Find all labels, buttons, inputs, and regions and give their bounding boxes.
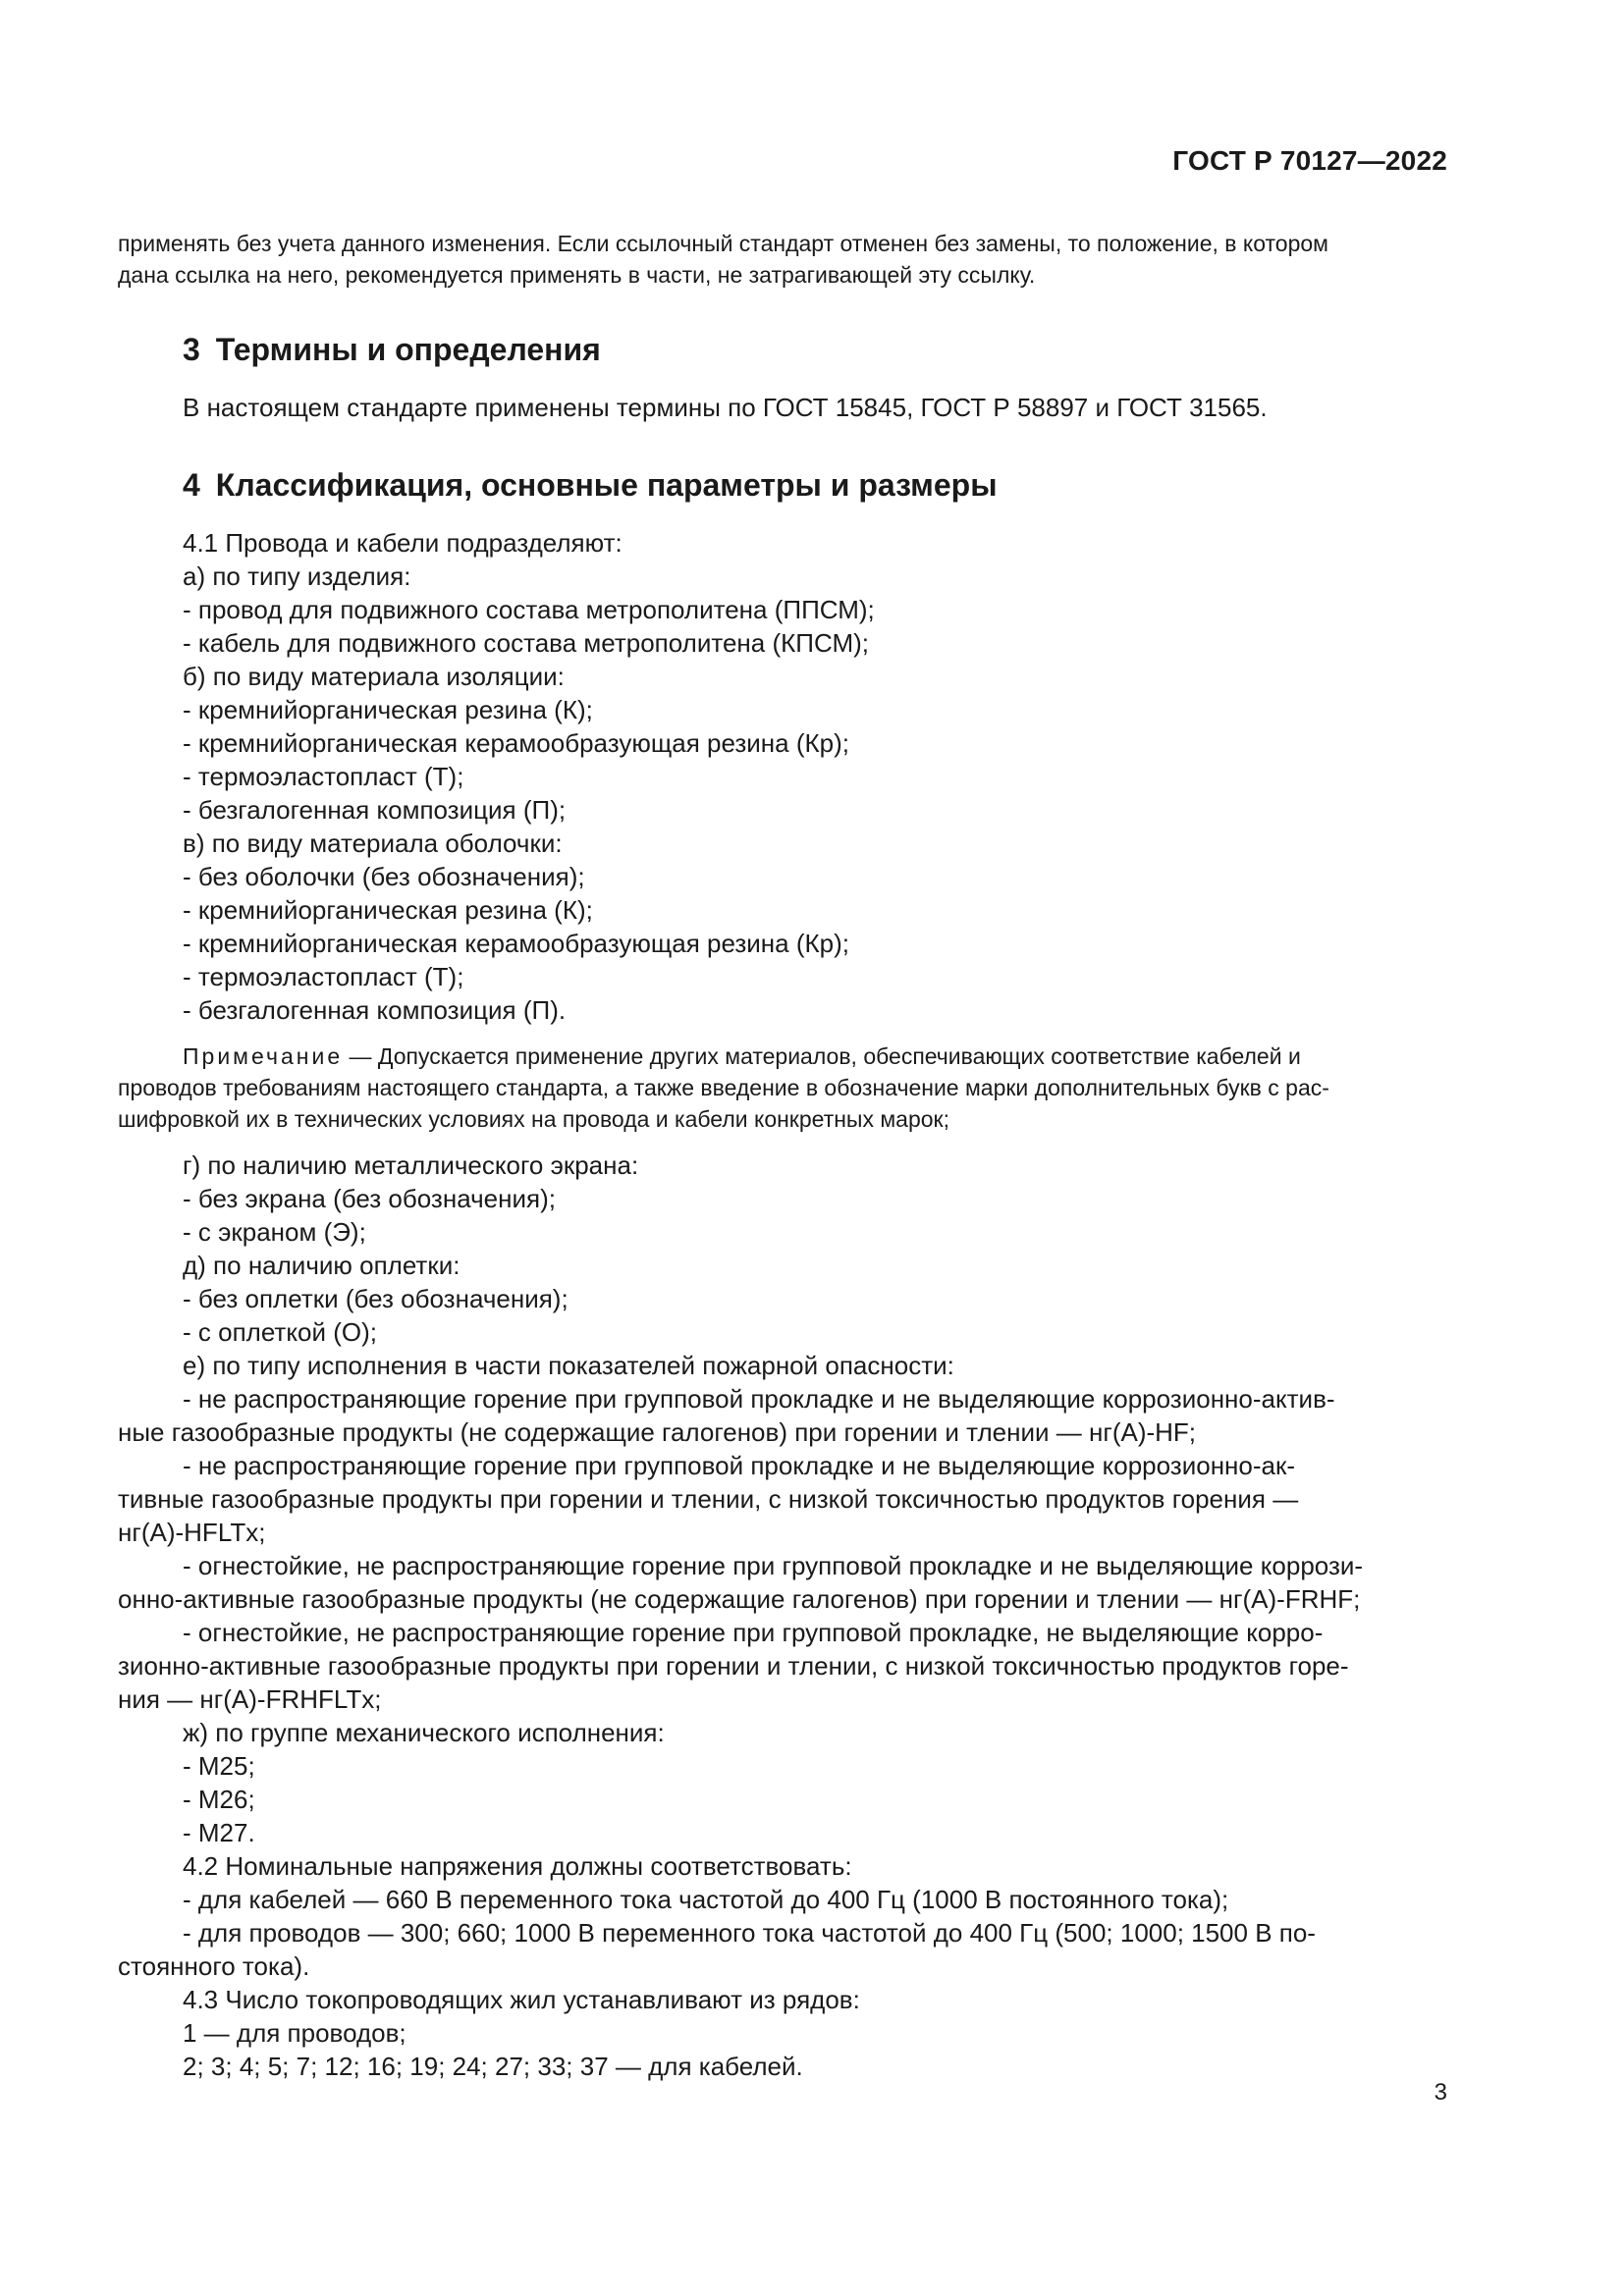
fire-item-line: тивные газообразные продукты при горении и тлении, с низкой токсичностью продуктов горения — xyxy=(118,1484,1299,1514)
list-item: - для кабелей — 660 В переменного тока частотой до 400 Гц (1000 В постоянного тока); xyxy=(183,1885,1229,1914)
list-item: б) по виду материала изоляции: xyxy=(183,662,565,691)
note-label: Примечание xyxy=(183,1043,344,1069)
section-3-heading xyxy=(183,332,601,368)
list-item: - М26; xyxy=(183,1785,255,1814)
page-number: 3 xyxy=(1434,2079,1447,2106)
list-item: - с экраном (Э); xyxy=(183,1217,366,1247)
list-item: - без оплетки (без обозначения); xyxy=(183,1284,568,1313)
list-item: - безгалогенная композиция (П); xyxy=(183,795,567,825)
section-4-heading xyxy=(183,467,998,504)
note-block xyxy=(118,1041,1447,1135)
intro-line-1: применять без учета данного изменения. Если ссылочный стандарт отменен без замены, то положение, в котором xyxy=(118,231,1328,256)
list-item: а) по типу изделия: xyxy=(183,561,411,591)
list-item: ж) по группе механического исполнения: xyxy=(183,1718,665,1747)
fire-item-hf xyxy=(118,1382,1447,1449)
list-item: 4.3 Число токопроводящих жил устанавливают из рядов: xyxy=(183,1985,860,2014)
list-item: 4.2 Номинальные напряжения должны соответствовать: xyxy=(183,1851,852,1881)
section-4-number: 4 xyxy=(183,467,200,503)
fire-item-frhfltx xyxy=(118,1616,1447,1716)
section-3-title: Термины и определения xyxy=(215,332,601,367)
list-item: - с оплеткой (О); xyxy=(183,1317,377,1347)
list-item: - кремнийорганическая керамообразующая резина (Кр); xyxy=(183,929,849,958)
classification-list-c xyxy=(118,1716,1447,1916)
list-item: в) по виду материала оболочки: xyxy=(183,828,563,858)
list-item: д) по наличию оплетки: xyxy=(183,1251,460,1280)
list-item: е) по типу исполнения в части показателей пожарной опасности: xyxy=(183,1351,954,1380)
section-3-text: В настоящем стандарте применены термины по ГОСТ 15845, ГОСТ Р 58897 и ГОСТ 31565. xyxy=(183,393,1268,422)
note-line-1 xyxy=(118,1041,1447,1072)
list-item: 4.1 Провода и кабели подразделяют: xyxy=(183,528,623,558)
note-text-1: — Допускается применение других материалов, обеспечивающих соответствие кабелей и xyxy=(349,1043,1301,1069)
note-line-3: шифровкой их в технических условиях на провода и кабели конкретных марок; xyxy=(118,1106,949,1132)
list-item: - кремнийорганическая резина (К); xyxy=(183,895,593,925)
fire-safety-items xyxy=(118,1382,1447,1716)
list-item: - кремнийорганическая керамообразующая резина (Кр); xyxy=(183,728,849,758)
classification-list-a xyxy=(118,526,1447,1027)
fire-item-line: - огнестойкие, не распространяющие горение при групповой прокладке и не выделяющие коррози- xyxy=(183,1551,1364,1580)
list-item: - М25; xyxy=(183,1751,255,1781)
section-3-text-block xyxy=(118,391,1447,424)
list-item: - кремнийорганическая резина (К); xyxy=(183,695,593,724)
fire-item-line: ные газообразные продукты (не содержащие галогенов) при горении и тлении — нг(А)-HF; xyxy=(118,1417,1197,1447)
voltage-wires-line-1: - для проводов — 300; 660; 1000 В переменного тока частотой до 400 Гц (500; 1000; 1500 В по- xyxy=(183,1918,1316,1948)
list-item: - без экрана (без обозначения); xyxy=(183,1184,556,1213)
list-item: 1 — для проводов; xyxy=(183,2018,406,2048)
intro-paragraph xyxy=(118,228,1447,291)
standard-code-header: ГОСТ Р 70127—2022 xyxy=(1172,145,1447,176)
list-item: - безгалогенная композиция (П). xyxy=(183,995,567,1025)
fire-item-line: - не распространяющие горение при групповой прокладке и не выделяющие коррозионно-ак- xyxy=(183,1451,1296,1480)
fire-item-frhf xyxy=(118,1549,1447,1616)
fire-item-line: - не распространяющие горение при групповой прокладке и не выделяющие коррозионно-актив- xyxy=(183,1384,1335,1414)
list-item: - без оболочки (без обозначения); xyxy=(183,862,585,891)
classification-list-d xyxy=(118,1983,1447,2083)
intro-line-2: дана ссылка на него, рекомендуется применять в части, не затрагивающей эту ссылку. xyxy=(118,262,1036,288)
fire-item-line: ния — нг(А)-FRHFLTx; xyxy=(118,1684,382,1714)
list-item: - термоэластоплаcт (Т); xyxy=(183,762,464,791)
list-item: - М27. xyxy=(183,1818,255,1847)
fire-item-line: - огнестойкие, не распространяющие горение при групповой прокладке, не выделяющие корро- xyxy=(183,1618,1324,1647)
fire-item-line: зионно-активные газообразные продукты при горении и тлении, с низкой токсичностью продуктов горе- xyxy=(118,1651,1349,1681)
list-item: - провод для подвижного состава метрополитена (ППСМ); xyxy=(183,595,875,624)
section-4-title: Классификация, основные параметры и размеры xyxy=(215,467,998,503)
list-item: г) по наличию металлического экрана: xyxy=(183,1150,639,1180)
note-line-2: проводов требованиям настоящего стандарта, а также введение в обозначение марки дополнительных букв с рас- xyxy=(118,1075,1329,1100)
list-item: - термоэластопласт (Т); xyxy=(183,962,464,991)
list-item: - кабель для подвижного состава метрополитена (КПСМ); xyxy=(183,628,869,658)
section-3-number: 3 xyxy=(183,332,200,367)
fire-item-hfltx xyxy=(118,1449,1447,1549)
fire-item-line: нг(А)-HFLTx; xyxy=(118,1518,266,1547)
fire-item-line: онно-активные газообразные продукты (не содержащие галогенов) при горении и тлении — нг(А)-FRHF; xyxy=(118,1584,1361,1614)
voltage-wires-line-2: стоянного тока). xyxy=(118,1951,310,1981)
classification-list-b xyxy=(118,1148,1447,1382)
voltage-wires-item xyxy=(118,1916,1447,1983)
list-item: 2; 3; 4; 5; 7; 12; 16; 19; 24; 27; 33; 37 — для кабелей. xyxy=(183,2052,803,2081)
